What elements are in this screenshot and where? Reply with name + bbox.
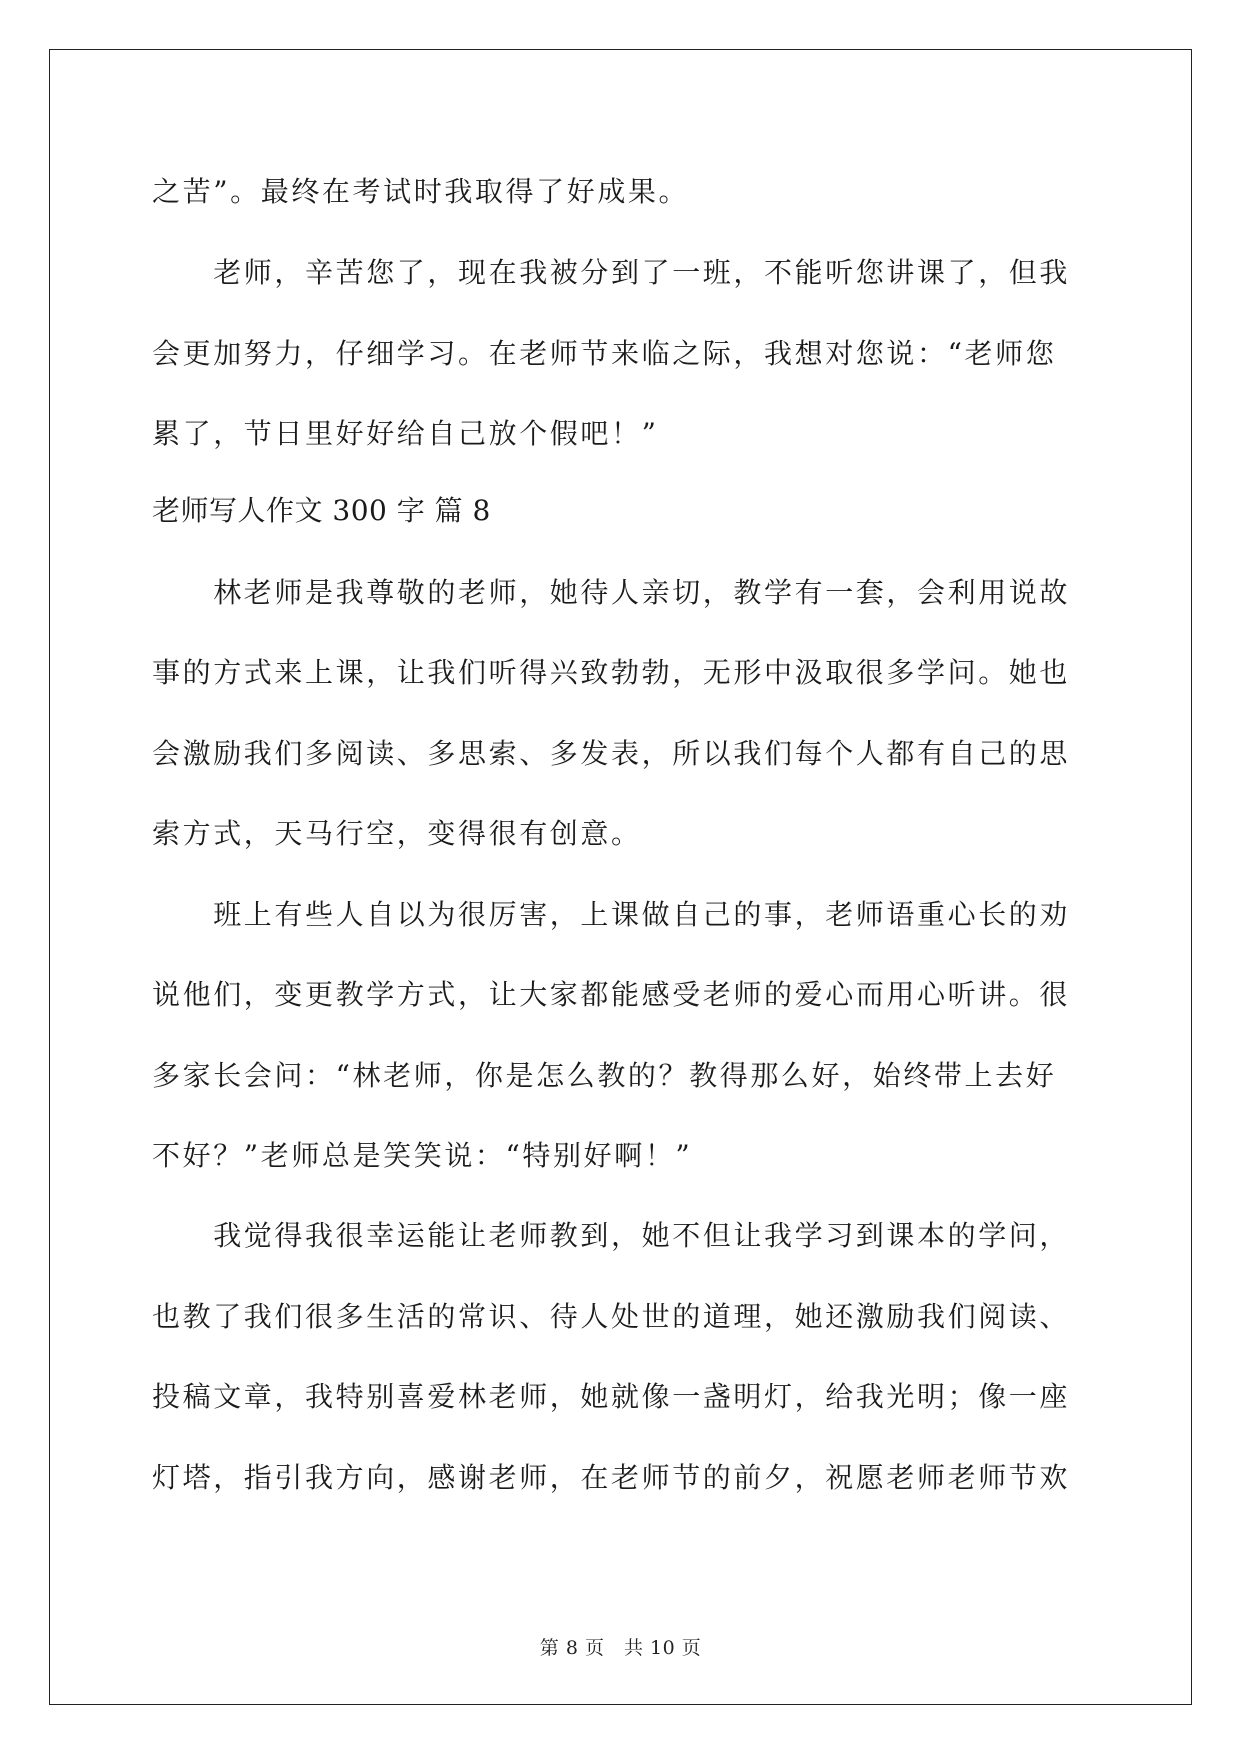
text-line: 多家长会问：“林老师，你是怎么教的？教得那么好，始终带上去好 [152, 1059, 1057, 1092]
paragraph-line: 我觉得我很幸运能让老师教到，她不但让我学习到课本的学问， [152, 1219, 1071, 1252]
text-line: 不好？”老师总是笑笑说：“特别好啊！” [152, 1139, 693, 1172]
text-line: 之苦”。最终在考试时我取得了好成果。 [152, 175, 690, 208]
text-line: 灯塔，指引我方向，感谢老师，在老师节的前夕，祝愿老师老师节欢 [152, 1461, 1071, 1494]
text-line: 索方式，天马行空，变得很有创意。 [152, 817, 642, 850]
text-line: 会更加努力，仔细学习。在老师节来临之际，我想对您说：“老师您 [152, 337, 1057, 370]
text-line: 事的方式来上课，让我们听得兴致勃勃，无形中汲取很多学问。她也 [152, 656, 1071, 689]
paragraph-line: 林老师是我尊敬的老师，她待人亲切，教学有一套，会利用说故 [152, 576, 1071, 609]
text-line: 投稿文章，我特别喜爱林老师，她就像一盏明灯，给我光明；像一座 [152, 1380, 1071, 1413]
text-line: 说他们，变更教学方式，让大家都能感受老师的爱心而用心听讲。很 [152, 978, 1071, 1011]
page-footer: 第 8 页 共 10 页 [539, 1637, 702, 1659]
page-border [49, 49, 1192, 1705]
text-line: 累了，节日里好好给自己放个假吧！” [152, 417, 659, 450]
paragraph-line: 老师，辛苦您了，现在我被分到了一班，不能听您讲课了，但我 [152, 256, 1071, 289]
text-line: 也教了我们很多生活的常识、待人处世的道理，她还激励我们阅读、 [152, 1300, 1071, 1333]
text-line: 会激励我们多阅读、多思索、多发表，所以我们每个人都有自己的思 [152, 737, 1071, 770]
paragraph-line: 班上有些人自以为很厉害，上课做自己的事，老师语重心长的劝 [152, 898, 1071, 931]
section-heading: 老师写人作文 300 字 篇 8 [152, 494, 491, 527]
